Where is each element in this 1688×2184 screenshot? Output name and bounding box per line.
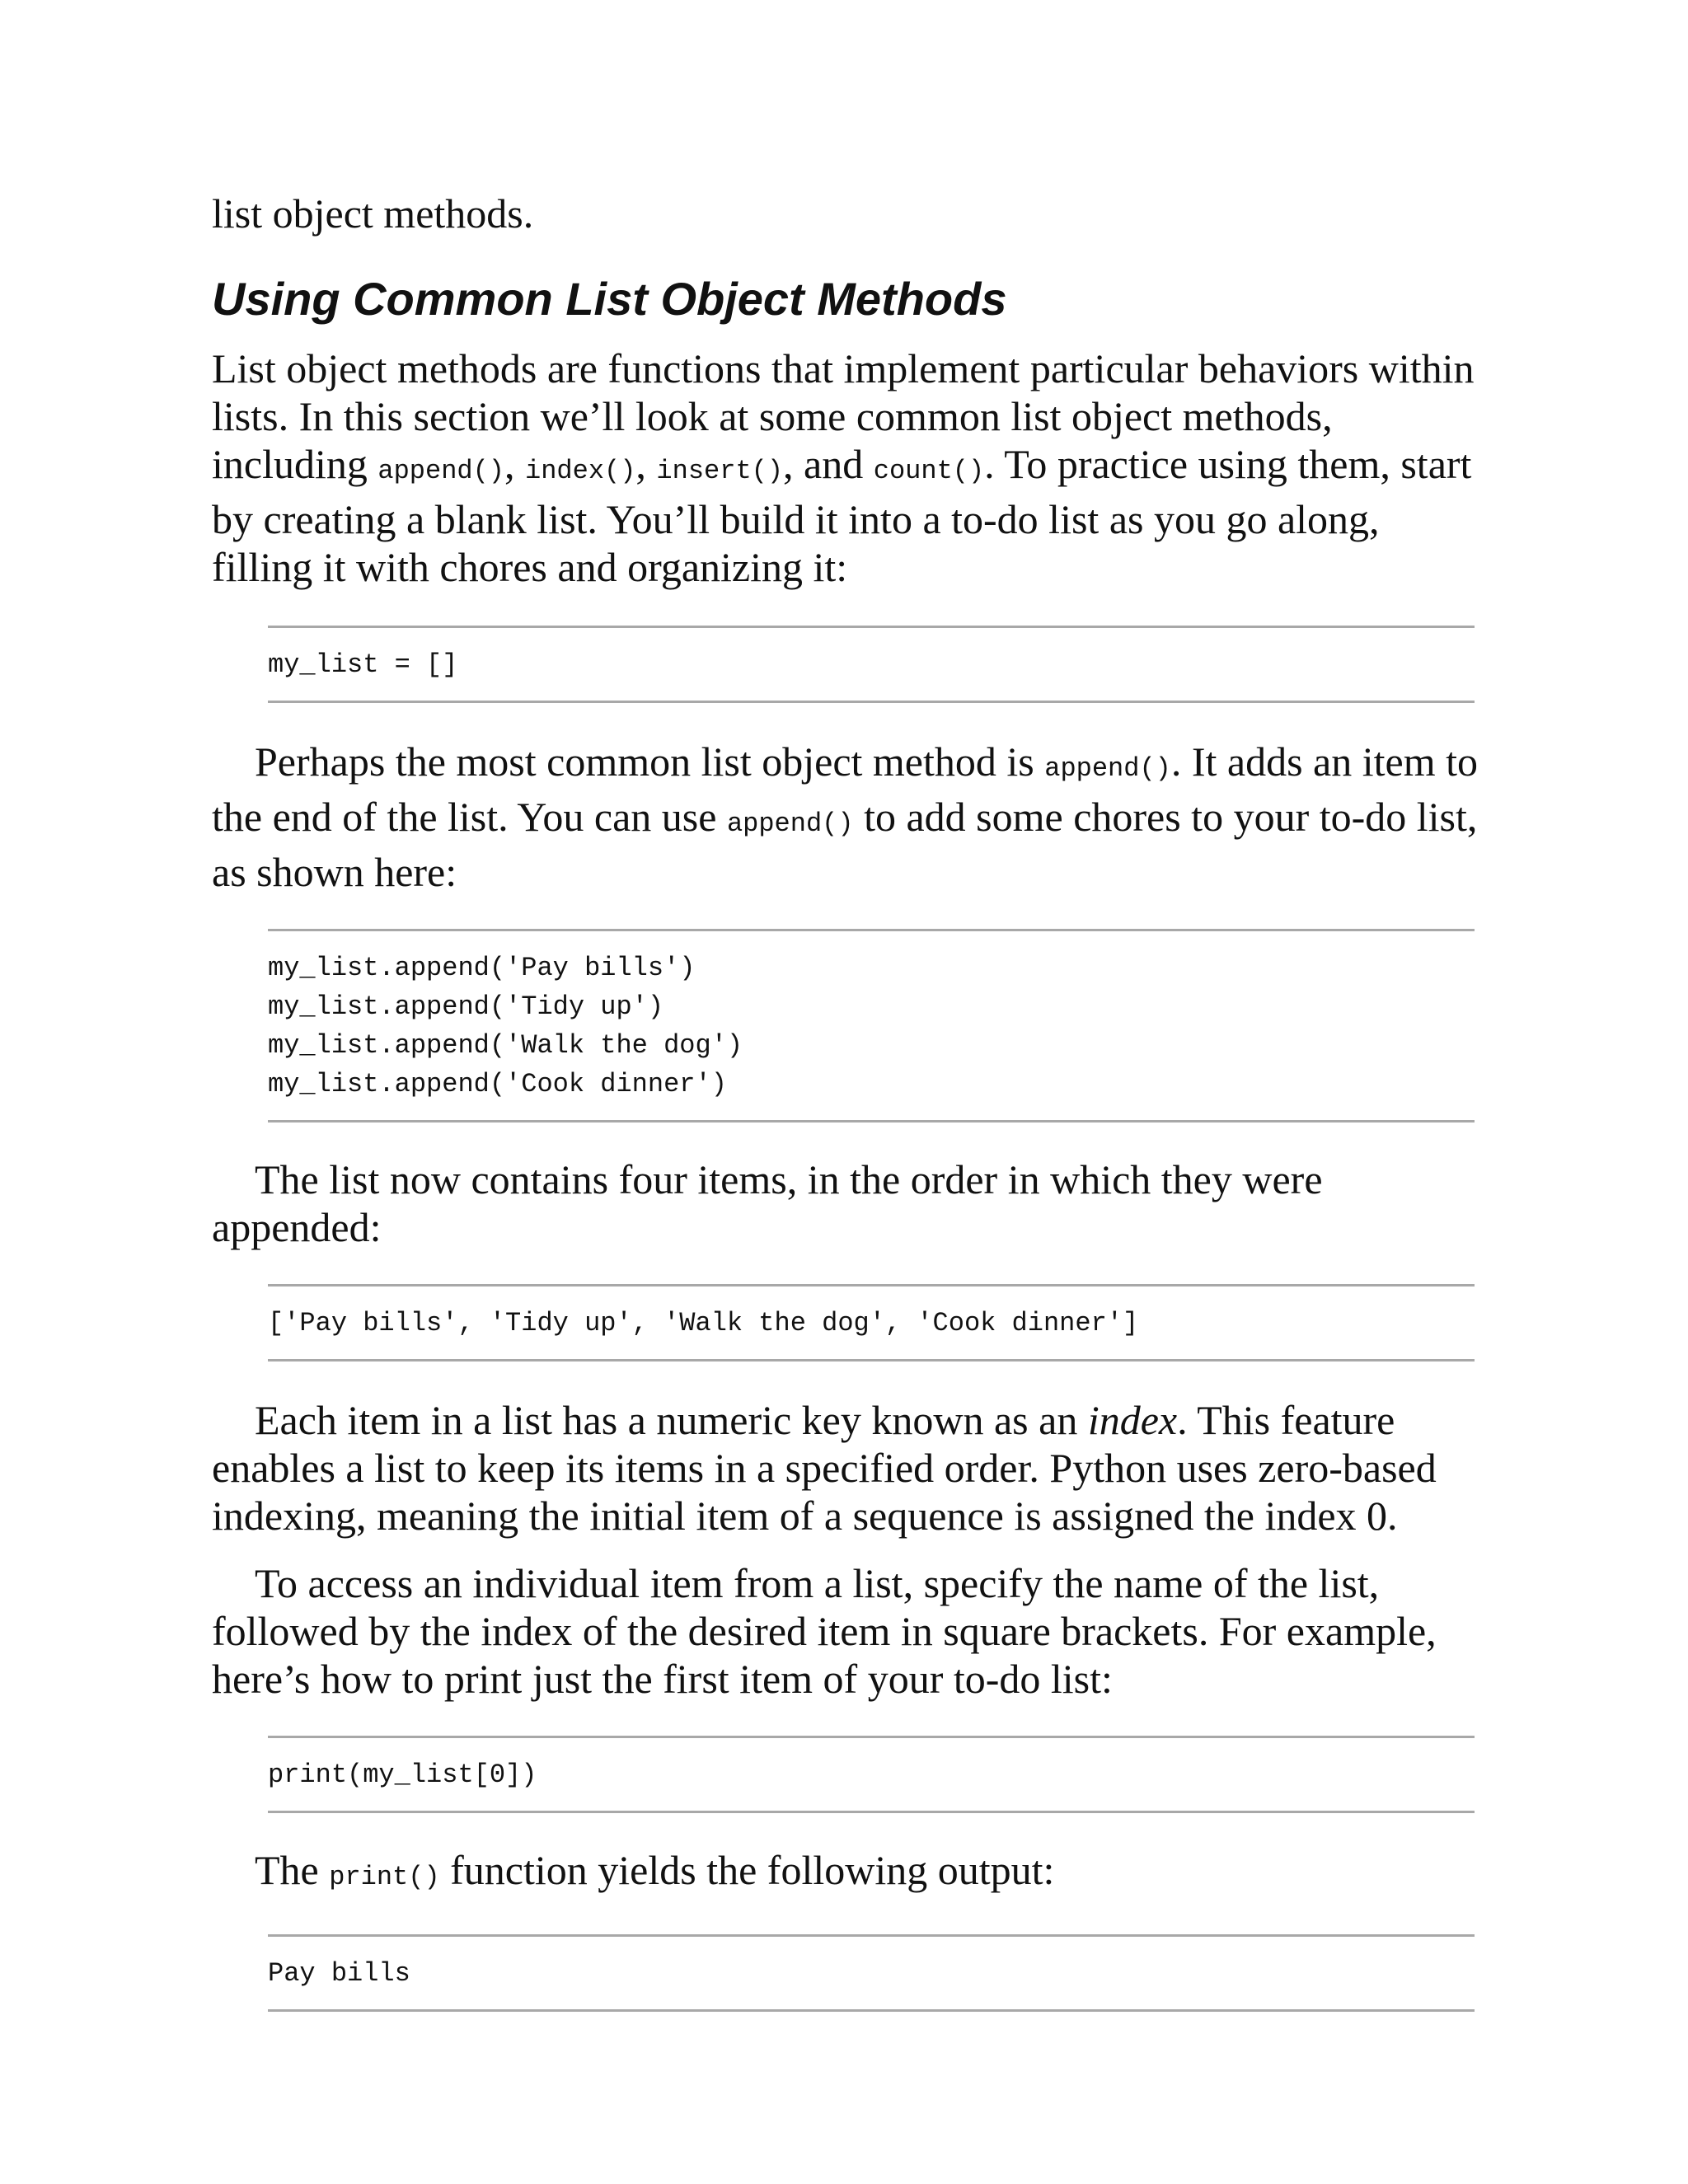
inline-code-append: append() — [726, 808, 854, 839]
contains-paragraph: The list now contains four items, in the order in which they were appended: — [212, 1156, 1323, 1250]
code-line: my_list.append('Walk the dog') — [268, 1030, 743, 1061]
print-paragraph — [212, 1846, 1481, 1901]
print-text: The — [255, 1847, 330, 1893]
code-line: my_list.append('Pay bills') — [268, 953, 696, 983]
intro-text: List object methods are functions that implement particular behaviors within lists. In this section we’ll look at some common list object methods, including — [212, 345, 1475, 487]
append-text: . It adds an item to the end of the list. You can use — [212, 738, 1479, 840]
intro-separator: , and — [783, 441, 874, 487]
code-line: my_list.append('Tidy up') — [268, 991, 664, 1022]
code-line: print(my_list[0]) — [268, 1760, 537, 1790]
index-term: index — [1087, 1397, 1178, 1443]
code-line: my_list = [] — [268, 649, 458, 680]
inline-code-append: append() — [1044, 753, 1171, 784]
intro-paragraph — [212, 344, 1481, 591]
print-text: function yields the following output: — [439, 1847, 1055, 1893]
inline-code-print: print() — [329, 1862, 440, 1892]
code-block-append-chores — [268, 929, 1475, 1122]
append-paragraph — [212, 738, 1481, 896]
inline-code-count: count() — [873, 456, 985, 486]
code-line: my_list.append('Cook dinner') — [268, 1069, 727, 1099]
code-block-print-output — [268, 1934, 1475, 2012]
intro-text: . To practice using them, start by creating a blank list. You’ll build it into a to-do list as you go along, filling it with chores and organizing it: — [212, 441, 1472, 590]
continuation-text: list object methods. — [212, 190, 534, 237]
intro-separator: , — [635, 441, 657, 487]
code-line: Pay bills — [268, 1958, 410, 1989]
document-page — [212, 190, 1481, 2012]
code-block-blank-list — [268, 626, 1475, 703]
index-text: . This feature enables a list to keep its items in a specified order. Python uses zero-based indexing, meaning the initial item of a sequence is assigned the index 0. — [212, 1397, 1437, 1539]
intro-separator: , — [504, 441, 525, 487]
append-text: to add some chores to your to-do list, as shown here: — [212, 794, 1478, 895]
section-heading: Using Common List Object Methods — [212, 273, 1007, 325]
access-paragraph: To access an individual item from a list, specify the name of the list, followed by the index of the desired item in square brackets. For example, here’s how to print just the first item of your to-do list: — [212, 1560, 1437, 1702]
code-block-print — [268, 1736, 1475, 1813]
code-block-list-output — [268, 1284, 1475, 1361]
inline-code-insert: insert() — [656, 456, 784, 486]
code-line: ['Pay bills', 'Tidy up', 'Walk the dog', 'Cook dinner'] — [268, 1308, 1139, 1338]
index-text: Each item in a list has a numeric key known as an — [255, 1397, 1088, 1443]
inline-code-index: index() — [525, 456, 636, 486]
append-text: Perhaps the most common list object method is — [255, 738, 1045, 785]
inline-code-append: append() — [377, 456, 504, 486]
index-paragraph — [212, 1396, 1481, 1540]
